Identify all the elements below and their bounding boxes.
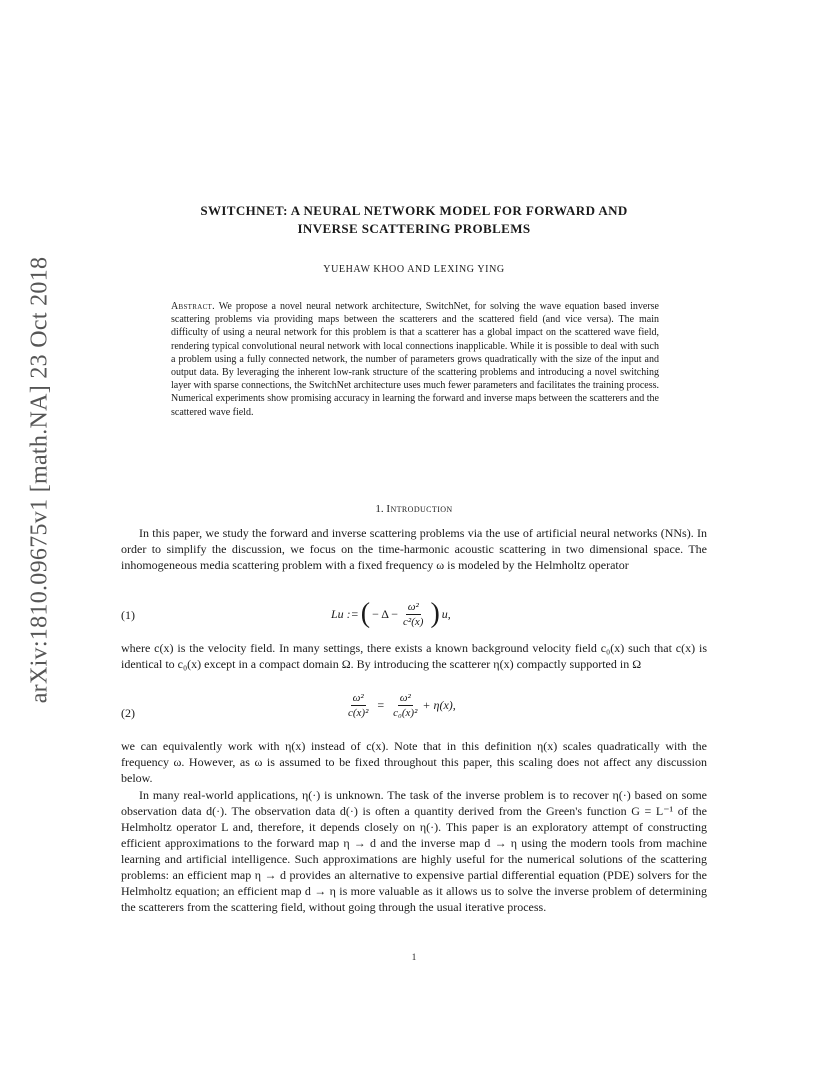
section-title: Introduction	[386, 503, 453, 515]
page-number: 1	[411, 952, 417, 962]
eq2-frac1-den: c(x)²	[348, 707, 369, 719]
equation-2-body	[343, 692, 456, 719]
title-line-1: SWITCHNET: A NEURAL NETWORK MODEL FOR FORWARD AND	[200, 203, 628, 218]
title-line-2: INVERSE SCATTERING PROBLEMS	[297, 221, 531, 236]
section-number: 1.	[375, 503, 384, 515]
eq1-fraction	[401, 601, 425, 628]
arxiv-stamp-text: arXiv:1810.09675v1 [math.NA] 23 Oct 2018	[26, 256, 53, 704]
paragraph-1: In this paper, we study the forward and inverse scattering problems via the use of artificial neural networks (NNs). In order to simplify the discussion, we focus on the time-harmonic acoustic scattering in two dimensional space. The inhomogeneous media scattering problem with a fixed frequency ω is modeled by the Helmholtz operator	[121, 526, 707, 572]
equation-2	[121, 692, 707, 732]
authors: YUEHAW KHOO AND LEXING YING	[323, 264, 505, 275]
eq2-equals: =	[377, 698, 385, 712]
paper-title	[150, 202, 678, 238]
paragraph-2: where c(x) is the velocity field. In many settings, there exists a known background velocity field c₀(x) such that c(x) is identical to c₀(x) except in a compact domain Ω. By introducing the scatterer η(x) compactly supported in Ω	[121, 641, 707, 671]
eq1-tail: u,	[441, 606, 451, 621]
eq2-frac2-den: c₀(x)²	[393, 707, 418, 719]
abstract-label: Abstract.	[171, 301, 215, 312]
section-heading	[121, 503, 707, 515]
equation-1-number: (1)	[121, 608, 135, 622]
eq2-fraction-2	[391, 692, 419, 719]
abstract	[171, 300, 659, 419]
eq1-minus-delta: − Δ −	[372, 606, 399, 621]
eq2-frac2-num: ω²	[399, 692, 411, 704]
equation-2-number: (2)	[121, 706, 135, 720]
abstract-text: We propose a novel neural network architecture, SwitchNet, for solving the wave equation based inverse scattering problems via providing maps between the scatterers and the scattered field (and vice versa). The main difficulty of using a neural network for this problem is that a scatterer has a global impact on the scattered wave field, rendering typical convolutional neural network with local connections inapplicable. While it is possible to deal with such a problem using a fully connected network, the number of parameters grows quadratically with the size of the input and output data. By leveraging the inherent low-rank structure of the scattering problems and introducing a novel switching layer with sparse connections, the SwitchNet architecture uses much fewer parameters and facilitates the training process. Numerical experiments show promising accuracy in learning the forward and inverse maps between the scatterers and the scattered wave field.	[171, 301, 659, 418]
eq1-lhs: Lu :=	[331, 606, 359, 621]
eq2-tail: + η(x),	[422, 698, 456, 712]
paragraph-3: we can equivalently work with η(x) instead of c(x). Note that in this definition η(x) scales quadratically with the frequency ω. However, as ω is assumed to be fixed throughout this paper, this scaling does not affect any discussion below.	[121, 739, 707, 785]
eq1-right-paren: )	[430, 598, 440, 629]
equation-1-body	[331, 600, 451, 628]
equation-1	[121, 600, 707, 640]
arxiv-stamp	[26, 256, 54, 704]
eq1-frac-den: c²(x)	[403, 615, 424, 628]
eq1-left-paren: (	[360, 598, 371, 629]
eq2-frac1-num: ω²	[352, 692, 364, 704]
paragraph-4: In many real-world applications, η(·) is unknown. The task of the inverse problem is to recover η(·) based on some observation data d(·). The observation data d(·) is often a quantity derived from the Green's function G = L⁻¹ of the Helmholtz operator L and, therefore, it depends closely on η(·). This paper is an exploratory attempt of constructing efficient approximations to the forward map η → d and the inverse map d → η using the modern tools from machine learning and artificial intelligence. Such approximations are highly useful for the numerical solutions of the scattering problems: an efficient map η → d provides an alternative to expensive partial differential equation (PDE) solvers for the Helmholtz equation; an efficient map d → η is more valuable as it allows us to solve the inverse problem of determining the scatterers from the scattering field, without going through the usual iterative process.	[121, 788, 707, 914]
eq2-fraction-1	[346, 692, 370, 719]
eq1-frac-num: ω²	[407, 600, 419, 613]
